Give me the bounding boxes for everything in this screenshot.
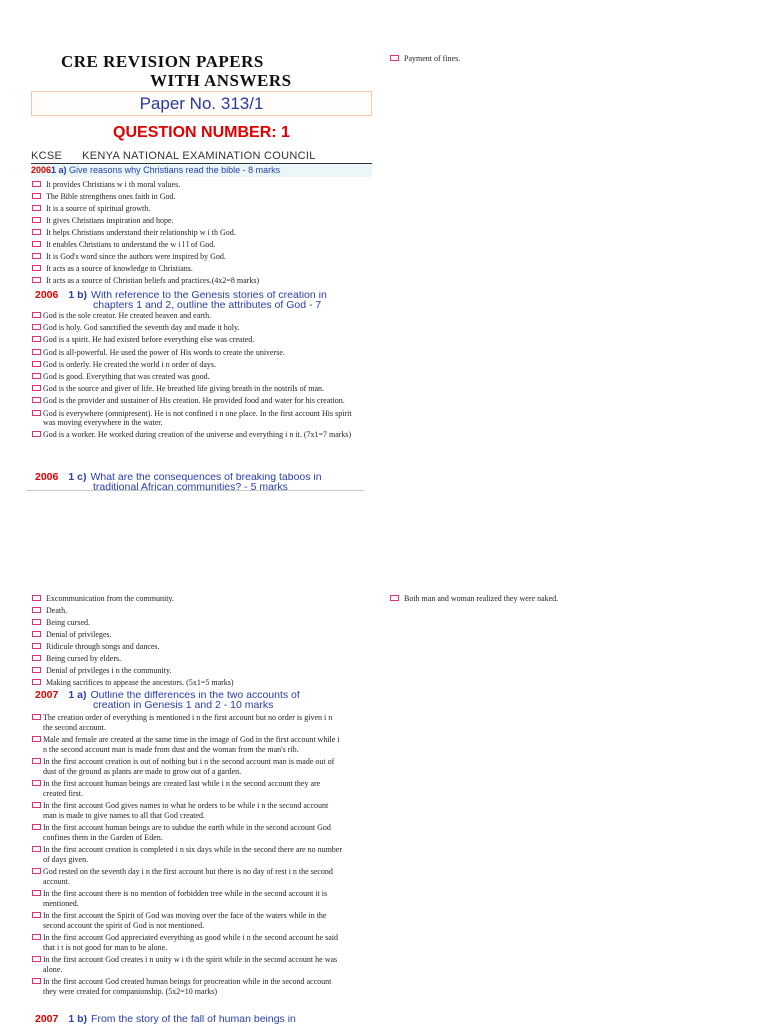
checkbox-bullet-icon <box>32 205 41 211</box>
checkbox-bullet-icon <box>32 385 41 391</box>
list-item: It gives Christians inspiration and hope. <box>31 216 361 226</box>
checkbox-bullet-icon <box>32 193 41 199</box>
checkbox-bullet-icon <box>32 253 41 259</box>
question-1c-2006 <box>35 473 365 490</box>
checkbox-bullet-icon <box>32 181 41 187</box>
checkbox-bullet-icon <box>32 265 41 271</box>
list-item: Being cursed by elders. <box>31 654 361 664</box>
question-1b-2007 <box>35 1015 365 1024</box>
checkbox-bullet-icon <box>390 595 399 601</box>
checkbox-bullet-icon <box>390 55 399 61</box>
question-text-cont: creation in Genesis 1 and 2 - 10 marks <box>93 698 274 708</box>
list-item: God is orderly. He created the world i n order of days. <box>31 360 361 370</box>
answer-list-1a <box>31 180 361 288</box>
question-text: Give reasons why Christians read the bible - 8 marks <box>66 165 281 175</box>
answer-list-1c <box>31 594 361 690</box>
checkbox-bullet-icon <box>32 324 41 330</box>
question-year: 2006 <box>31 165 52 175</box>
checkbox-bullet-icon <box>32 431 41 437</box>
list-item: Payment of fines. <box>389 54 729 64</box>
answer-list-1b <box>31 311 361 443</box>
question-year: 2007 <box>35 691 59 701</box>
question-year: 2006 <box>35 291 59 301</box>
doc-title-line1: CRE REVISION PAPERS <box>61 52 264 71</box>
question-text: From the story of the fall of human beings in <box>91 1015 296 1024</box>
checkbox-bullet-icon <box>32 241 41 247</box>
list-item: In the first account human beings are to subdue the earth while in the second account God confines them in the Garden of Eden. <box>31 823 343 843</box>
list-item: In the first account God appreciated everything as good while i n the second account he said that i t is not good for man to be alone. <box>31 933 343 953</box>
checkbox-bullet-icon <box>32 336 41 342</box>
answer-list-right-p2 <box>389 594 729 606</box>
checkbox-bullet-icon <box>32 410 41 416</box>
list-item: In the first account human beings are created last while i n the second account they are created first. <box>31 779 343 799</box>
checkbox-bullet-icon <box>32 312 41 318</box>
checkbox-bullet-icon <box>32 846 41 852</box>
checkbox-bullet-icon <box>32 824 41 830</box>
question-number: 1 b) <box>68 1015 88 1024</box>
question-1a-2006 <box>31 164 372 177</box>
list-item: It acts as a source of knowledge to Christians. <box>31 264 361 274</box>
doc-title-line2: WITH ANSWERS <box>150 71 292 90</box>
question-1b-2006 <box>35 291 365 310</box>
checkbox-bullet-icon <box>32 229 41 235</box>
checkbox-bullet-icon <box>32 978 41 984</box>
list-item: It is God's word since the authors were inspired by God. <box>31 252 361 262</box>
list-item: God is a worker. He worked during creation of the universe and everything i n it. (7x1=7 marks) <box>31 430 361 440</box>
list-item: In the first account God created human beings for procreation while in the second account they were created for companionship. (5x2=10 marks) <box>31 977 343 997</box>
checkbox-bullet-icon <box>32 802 41 808</box>
checkbox-bullet-icon <box>32 714 41 720</box>
answer-list-right-p1 <box>389 54 729 66</box>
question-number: 1 c) <box>68 473 87 483</box>
list-item: It enables Christians to understand the w i l l of God. <box>31 240 361 250</box>
list-item: Excommunication from the community. <box>31 594 361 604</box>
checkbox-bullet-icon <box>32 595 41 601</box>
checkbox-bullet-icon <box>32 890 41 896</box>
checkbox-bullet-icon <box>32 277 41 283</box>
list-item: It acts as a source of Christian beliefs and practices.(4x2=8 marks) <box>31 276 361 286</box>
list-item: In the first account the Spirit of God was moving over the face of the waters while in the second account the spirit of God is not mentioned. <box>31 911 343 931</box>
exam-council-line <box>31 150 372 164</box>
question-number: 1 a) <box>51 165 67 175</box>
question-1a-2007 <box>35 691 365 708</box>
list-item: Both man and woman realized they were naked. <box>389 594 729 604</box>
checkbox-bullet-icon <box>32 607 41 613</box>
checkbox-bullet-icon <box>32 667 41 673</box>
question-number: 1 a) <box>68 691 87 701</box>
checkbox-bullet-icon <box>32 361 41 367</box>
question-text: With reference to the Genesis stories of creation in <box>91 291 327 301</box>
checkbox-bullet-icon <box>32 868 41 874</box>
checkbox-bullet-icon <box>32 956 41 962</box>
checkbox-bullet-icon <box>32 679 41 685</box>
list-item: It helps Christians understand their relationship w i th God. <box>31 228 361 238</box>
list-item: God is all-powerful. He used the power of His words to create the universe. <box>31 348 361 358</box>
checkbox-bullet-icon <box>32 758 41 764</box>
list-item: Being cursed. <box>31 618 361 628</box>
question-text-cont: traditional African communities? - 5 marks <box>93 480 288 490</box>
checkbox-bullet-icon <box>32 619 41 625</box>
checkbox-bullet-icon <box>32 643 41 649</box>
list-item: God is the source and giver of life. He breathed life giving breath in the nostrils of man. <box>31 384 361 394</box>
checkbox-bullet-icon <box>32 912 41 918</box>
list-item: Denial of privileges i n the community. <box>31 666 361 676</box>
list-item: God is good. Everything that was created was good. <box>31 372 361 382</box>
checkbox-bullet-icon <box>32 217 41 223</box>
question-number-heading: QUESTION NUMBER: 1 <box>113 124 290 141</box>
list-item: It provides Christians w i th moral values. <box>31 180 361 190</box>
question-number: 1 b) <box>68 291 88 301</box>
checkbox-bullet-icon <box>32 655 41 661</box>
question-text: Outline the differences in the two accounts of <box>90 691 300 701</box>
list-item: Ridicule through songs and dances. <box>31 642 361 652</box>
question-text-cont: chapters 1 and 2, outline the attributes of God - 7 <box>93 298 322 310</box>
answer-list-2007-1a <box>31 713 343 999</box>
question-text: What are the consequences of breaking taboos in <box>90 473 322 483</box>
list-item: God is the sole creator. He created heaven and earth. <box>31 311 361 321</box>
list-item: God is a spirit. He had existed before everything else was created. <box>31 335 361 345</box>
list-item: In the first account God creates i n unity w i th the spirit while in the second account he was alone. <box>31 955 343 975</box>
column-divider <box>26 490 364 491</box>
list-item: Making sacrifices to appease the ancestors. (5x1=5 marks) <box>31 678 361 688</box>
checkbox-bullet-icon <box>32 373 41 379</box>
checkbox-bullet-icon <box>32 736 41 742</box>
list-item: Death. <box>31 606 361 616</box>
list-item: In the first account there is no mention of forbidden tree while in the second account it is mentioned. <box>31 889 343 909</box>
list-item: God is holy. God sanctified the seventh day and made it holy. <box>31 323 361 333</box>
checkbox-bullet-icon <box>32 780 41 786</box>
list-item: Denial of privileges. <box>31 630 361 640</box>
checkbox-bullet-icon <box>32 349 41 355</box>
list-item: Male and female are created at the same time in the image of God in the first account while i n the second account man is made from dust and the woman from the man's rib. <box>31 735 343 755</box>
question-year: 2007 <box>35 1015 59 1024</box>
list-item: God is the provider and sustainer of His creation. He provided food and water for his creation. <box>31 396 361 406</box>
list-item: In the first account creation is completed i n six days while in the second there are no number of days given. <box>31 845 343 865</box>
list-item: God rested on the seventh day i n the first account but there is no day of rest i n the second account. <box>31 867 343 887</box>
checkbox-bullet-icon <box>32 934 41 940</box>
question-year: 2006 <box>35 473 59 483</box>
council-name: KENYA NATIONAL EXAMINATION COUNCIL <box>82 150 316 162</box>
kcse-label: KCSE <box>31 150 63 162</box>
paper-number-box: Paper No. 313/1 <box>31 91 372 116</box>
list-item: God is everywhere (omnipresent). He is not confined i n one place. In the first account His spirit was moving everywhere in the water. <box>31 409 361 429</box>
list-item: It is a source of spiritual growth. <box>31 204 361 214</box>
list-item: In the first account God gives names to what he orders to be while i n the second account man is made to give names to all that God created. <box>31 801 343 821</box>
list-item: The Bible strengthens ones faith in God. <box>31 192 361 202</box>
checkbox-bullet-icon <box>32 631 41 637</box>
list-item: In the first account creation is out of nothing but i n the second account man is made out of dust of the ground as plants are made to grow out of a garden. <box>31 757 343 777</box>
list-item: The creation order of everything is mentioned i n the first account but no order is given i n the second account. <box>31 713 343 733</box>
checkbox-bullet-icon <box>32 397 41 403</box>
